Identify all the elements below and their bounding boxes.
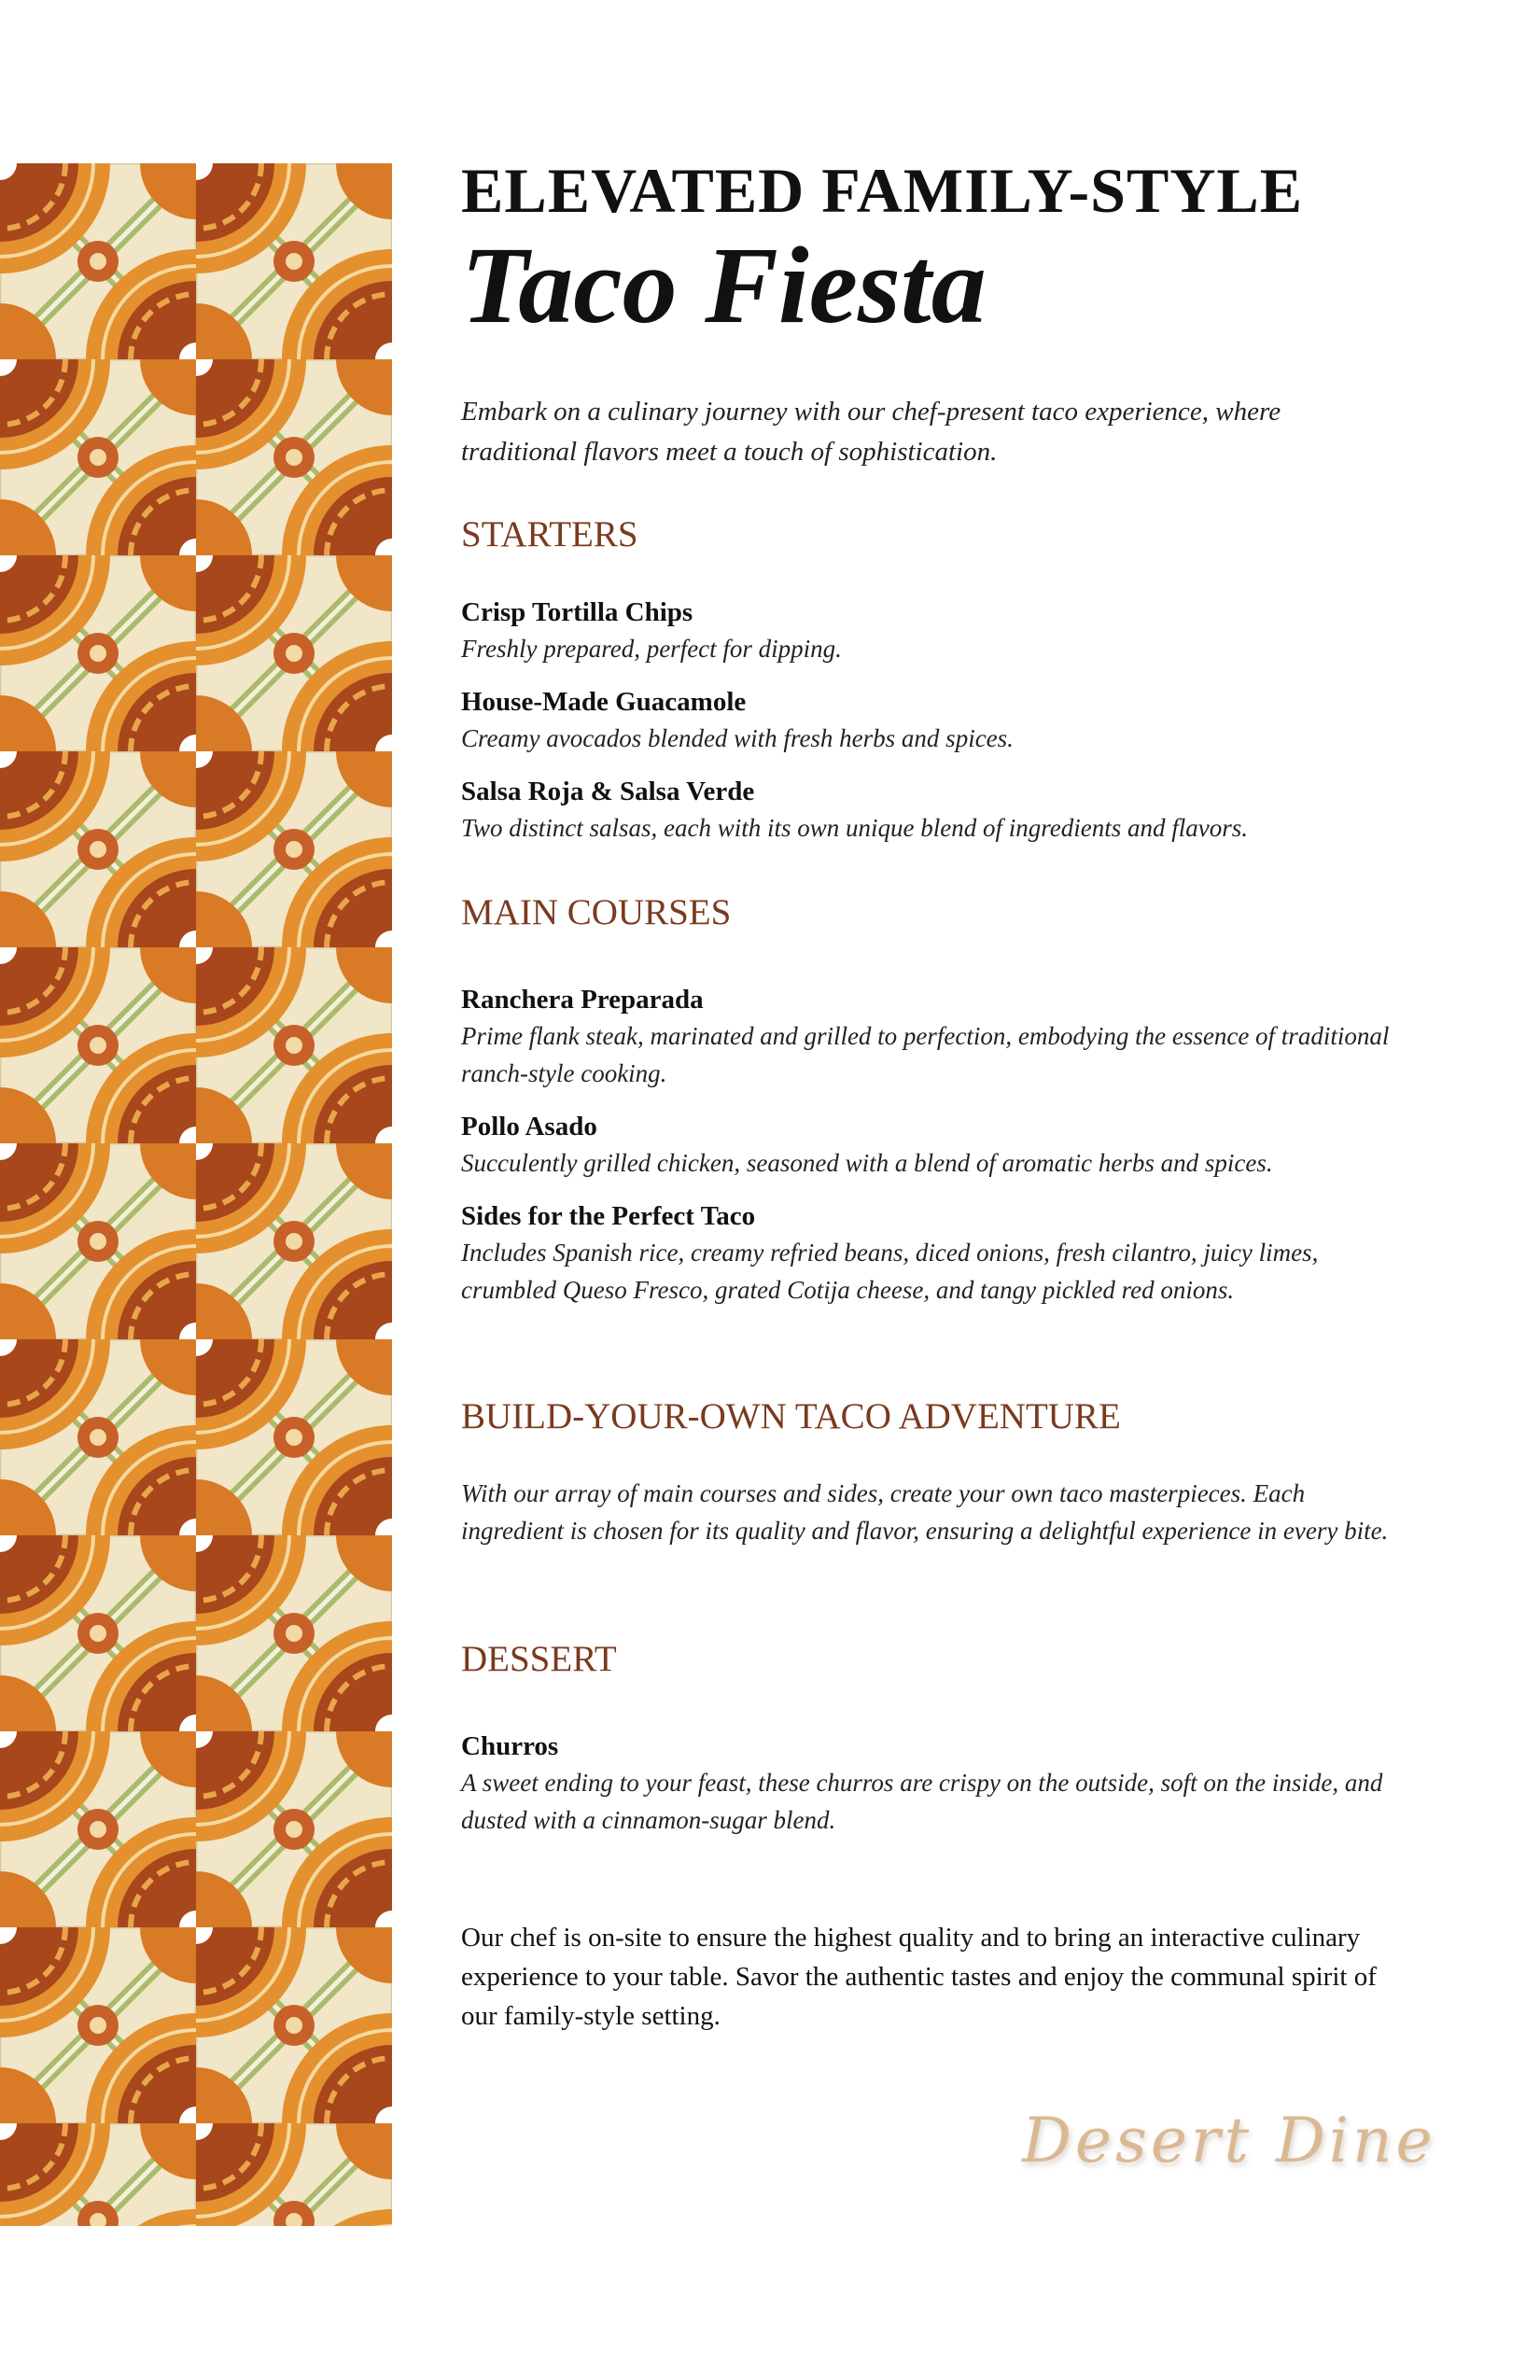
- section-title-build-your-own: BUILD-YOUR-OWN TACO ADVENTURE: [461, 1396, 1121, 1436]
- menu-item: [461, 595, 1394, 667]
- title-main: Taco Fiesta: [461, 224, 987, 346]
- decorative-tile-strip: [0, 163, 392, 2226]
- build-your-own-section: [461, 1395, 1394, 1549]
- menu-item: [461, 774, 1394, 847]
- item-name: Sides for the Perfect Taco: [461, 1201, 756, 1231]
- title-top: ELEVATED FAMILY-STYLE: [461, 155, 1304, 226]
- closing-section: [461, 1918, 1394, 2036]
- brand-signature: Desert Dine: [1022, 2105, 1436, 2177]
- item-name: Churros: [461, 1731, 559, 1761]
- item-desc: Creamy avocados blended with fresh herbs and spices.: [461, 724, 1014, 752]
- intro-text: Embark on a culinary journey with our chef-present taco experience, where traditional flavors meet a touch of sophistication.: [461, 396, 1281, 467]
- closing-text: Our chef is on-site to ensure the highest quality and to bring an interactive culinary experience to your table. Savor the authentic tastes and enjoy the communal spirit of our family-style setting.: [461, 1923, 1377, 2031]
- item-desc: Prime flank steak, marinated and grilled to perfection, embodying the essence of traditional ranch-style cooking.: [461, 1022, 1390, 1087]
- item-desc: Succulently grilled chicken, seasoned with a blend of aromatic herbs and spices.: [461, 1149, 1273, 1177]
- menu-item: [461, 684, 1394, 757]
- item-name: Salsa Roja & Salsa Verde: [461, 777, 755, 806]
- menu-item: [461, 982, 1394, 1092]
- item-desc: A sweet ending to your feast, these churros are crispy on the outside, soft on the inside, and dusted with a cinnamon-sugar blend.: [461, 1769, 1383, 1834]
- starters-section: [461, 513, 1394, 847]
- menu-item: [461, 1729, 1394, 1839]
- item-name: Ranchera Preparada: [461, 985, 704, 1015]
- section-title-main-courses: MAIN COURSES: [461, 892, 732, 932]
- item-desc: Freshly prepared, perfect for dipping.: [461, 635, 842, 663]
- section-desc: With our array of main courses and sides, create your own taco masterpieces. Each ingredient is chosen for its quality and flavor, ensuring a delightful experience in every bite.: [461, 1479, 1389, 1545]
- item-name: House-Made Guacamole: [461, 687, 747, 717]
- item-name: Crisp Tortilla Chips: [461, 597, 693, 627]
- menu-item: [461, 1198, 1394, 1309]
- item-desc: Two distinct salsas, each with its own unique blend of ingredients and flavors.: [461, 814, 1248, 842]
- menu-content: [461, 155, 1394, 2031]
- main-courses-section: [461, 891, 1394, 1309]
- item-desc: Includes Spanish rice, creamy refried beans, diced onions, fresh cilantro, juicy limes, crumbled Queso Fresco, grated Cotija cheese, and tangy pickled red onions.: [461, 1239, 1319, 1304]
- item-name: Pollo Asado: [461, 1112, 597, 1141]
- section-title-dessert: DESSERT: [461, 1639, 617, 1679]
- dessert-section: [461, 1638, 1394, 1839]
- section-title-starters: STARTERS: [461, 514, 638, 554]
- menu-item: [461, 1109, 1394, 1182]
